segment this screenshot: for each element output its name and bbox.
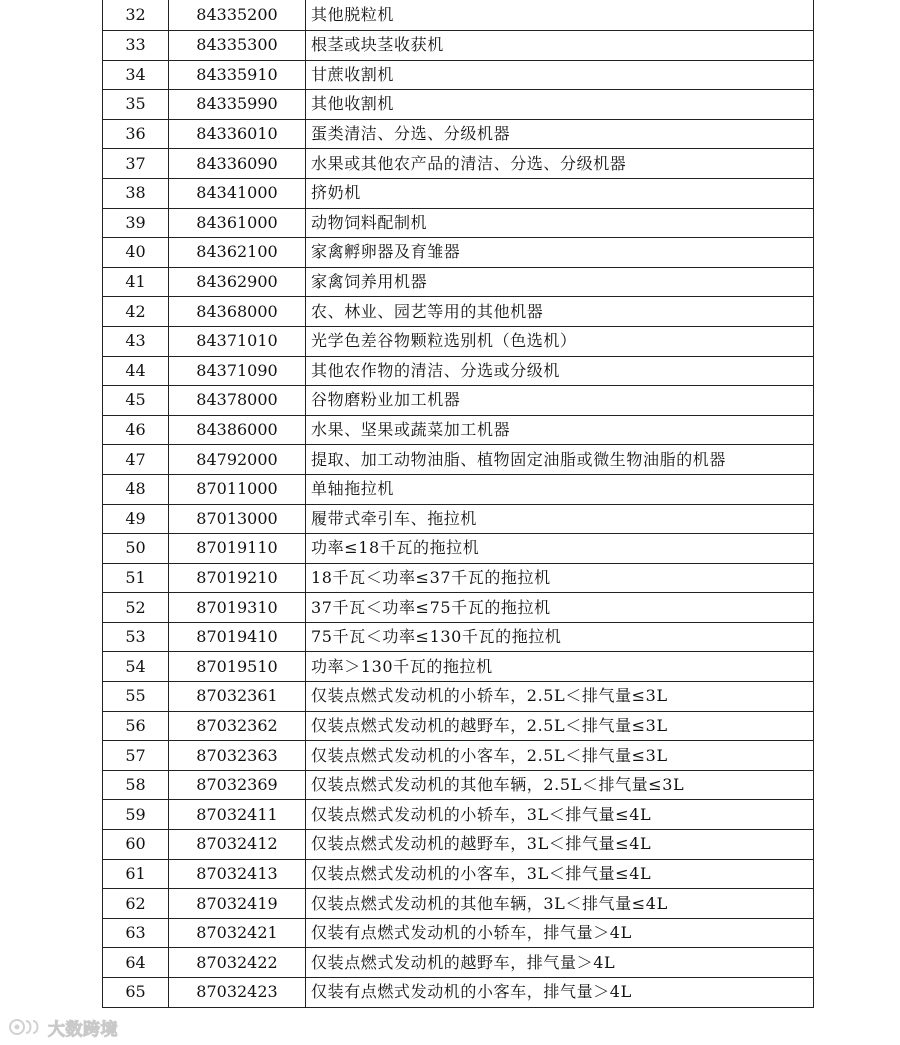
table-row [103,31,814,61]
table-row [103,119,814,149]
table-row [103,149,814,179]
hs-code: 87011000 [169,474,306,504]
row-number: 56 [103,711,169,741]
hs-code: 87032363 [169,741,306,771]
product-name: 仅装点燃式发动机的其他车辆，2.5L＜排气量≤3L [306,770,814,800]
table-row [103,711,814,741]
hs-code: 87032423 [169,978,306,1008]
hs-code: 87032412 [169,830,306,860]
table-row [103,60,814,90]
product-name: 功率＞130千瓦的拖拉机 [306,652,814,682]
row-number: 53 [103,622,169,652]
product-name: 家禽孵卵器及育雏器 [306,238,814,268]
table-row [103,326,814,356]
row-number: 45 [103,386,169,416]
logo-icon [8,1017,44,1037]
hs-code: 87032419 [169,889,306,919]
hs-code: 84336090 [169,149,306,179]
product-name: 农、林业、园艺等用的其他机器 [306,297,814,327]
row-number: 36 [103,119,169,149]
product-name: 仅装点燃式发动机的越野车，3L＜排气量≤4L [306,830,814,860]
row-number: 49 [103,504,169,534]
hs-code: 84361000 [169,208,306,238]
hs-code: 87032361 [169,682,306,712]
product-name: 仅装点燃式发动机的越野车，排气量＞4L [306,948,814,978]
product-name: 18千瓦＜功率≤37千瓦的拖拉机 [306,563,814,593]
product-name: 75千瓦＜功率≤130千瓦的拖拉机 [306,622,814,652]
table-row [103,978,814,1008]
row-number: 51 [103,563,169,593]
hs-code: 84378000 [169,386,306,416]
hs-code: 84371010 [169,326,306,356]
tariff-table [102,0,814,1008]
row-number: 41 [103,267,169,297]
row-number: 33 [103,31,169,61]
product-name: 仅装有点燃式发动机的小客车，排气量＞4L [306,978,814,1008]
watermark [8,1016,118,1038]
table-row [103,356,814,386]
tariff-table-body [103,0,814,1007]
table-row [103,178,814,208]
product-name: 仅装有点燃式发动机的小轿车，排气量＞4L [306,918,814,948]
row-number: 44 [103,356,169,386]
table-row [103,0,814,31]
row-number: 40 [103,238,169,268]
row-number: 63 [103,918,169,948]
row-number: 54 [103,652,169,682]
table-row [103,238,814,268]
row-number: 47 [103,445,169,475]
hs-code: 84341000 [169,178,306,208]
row-number: 55 [103,682,169,712]
row-number: 50 [103,534,169,564]
hs-code: 87032422 [169,948,306,978]
product-name: 仅装点燃式发动机的越野车，2.5L＜排气量≤3L [306,711,814,741]
hs-code: 87019210 [169,563,306,593]
product-name: 仅装点燃式发动机的小轿车，2.5L＜排气量≤3L [306,682,814,712]
product-name: 仅装点燃式发动机的小客车，2.5L＜排气量≤3L [306,741,814,771]
product-name: 其他收割机 [306,90,814,120]
row-number: 46 [103,415,169,445]
table-row [103,918,814,948]
product-name: 仅装点燃式发动机的小轿车，3L＜排气量≤4L [306,800,814,830]
product-name: 水果或其他农产品的清洁、分选、分级机器 [306,149,814,179]
table-row [103,889,814,919]
product-name: 蛋类清洁、分选、分级机器 [306,119,814,149]
hs-code: 87032413 [169,859,306,889]
table-row [103,859,814,889]
hs-code: 84335990 [169,90,306,120]
table-row [103,622,814,652]
product-name: 家禽饲养用机器 [306,267,814,297]
table-row [103,770,814,800]
table-row [103,563,814,593]
hs-code: 84371090 [169,356,306,386]
hs-code: 84336010 [169,119,306,149]
hs-code: 87019310 [169,593,306,623]
product-name: 功率≤18千瓦的拖拉机 [306,534,814,564]
hs-code: 84362100 [169,238,306,268]
table-row [103,593,814,623]
product-name: 37千瓦＜功率≤75千瓦的拖拉机 [306,593,814,623]
row-number: 61 [103,859,169,889]
hs-code: 87013000 [169,504,306,534]
table-row [103,504,814,534]
hs-code: 87019410 [169,622,306,652]
table-row [103,415,814,445]
product-name: 挤奶机 [306,178,814,208]
hs-code: 84335200 [169,0,306,31]
row-number: 62 [103,889,169,919]
row-number: 65 [103,978,169,1008]
hs-code: 87032369 [169,770,306,800]
hs-code: 87019510 [169,652,306,682]
row-number: 60 [103,830,169,860]
row-number: 58 [103,770,169,800]
hs-code: 84792000 [169,445,306,475]
tariff-table-container [102,0,813,1008]
hs-code: 84335910 [169,60,306,90]
row-number: 38 [103,178,169,208]
hs-code: 84368000 [169,297,306,327]
row-number: 59 [103,800,169,830]
row-number: 32 [103,0,169,31]
table-row [103,534,814,564]
row-number: 34 [103,60,169,90]
table-row [103,830,814,860]
row-number: 37 [103,149,169,179]
product-name: 谷物磨粉业加工机器 [306,386,814,416]
product-name: 根茎或块茎收获机 [306,31,814,61]
product-name: 光学色差谷物颗粒选别机（色选机） [306,326,814,356]
hs-code: 84386000 [169,415,306,445]
table-row [103,297,814,327]
product-name: 水果、坚果或蔬菜加工机器 [306,415,814,445]
table-row [103,386,814,416]
row-number: 52 [103,593,169,623]
hs-code: 87032421 [169,918,306,948]
table-row [103,267,814,297]
table-row [103,800,814,830]
row-number: 57 [103,741,169,771]
hs-code: 87032362 [169,711,306,741]
product-name: 仅装点燃式发动机的其他车辆，3L＜排气量≤4L [306,889,814,919]
product-name: 仅装点燃式发动机的小客车，3L＜排气量≤4L [306,859,814,889]
hs-code: 84362900 [169,267,306,297]
table-row [103,90,814,120]
product-name: 单轴拖拉机 [306,474,814,504]
product-name: 动物饲料配制机 [306,208,814,238]
table-row [103,445,814,475]
watermark-text: 大数跨境 [48,1019,118,1040]
table-row [103,948,814,978]
table-row [103,682,814,712]
table-row [103,208,814,238]
table-row [103,741,814,771]
row-number: 42 [103,297,169,327]
product-name: 其他农作物的清洁、分选或分级机 [306,356,814,386]
row-number: 39 [103,208,169,238]
table-row [103,474,814,504]
product-name: 甘蔗收割机 [306,60,814,90]
hs-code: 84335300 [169,31,306,61]
product-name: 提取、加工动物油脂、植物固定油脂或微生物油脂的机器 [306,445,814,475]
row-number: 35 [103,90,169,120]
table-row [103,652,814,682]
row-number: 43 [103,326,169,356]
product-name: 其他脱粒机 [306,0,814,31]
product-name: 履带式牵引车、拖拉机 [306,504,814,534]
row-number: 48 [103,474,169,504]
row-number: 64 [103,948,169,978]
hs-code: 87019110 [169,534,306,564]
hs-code: 87032411 [169,800,306,830]
